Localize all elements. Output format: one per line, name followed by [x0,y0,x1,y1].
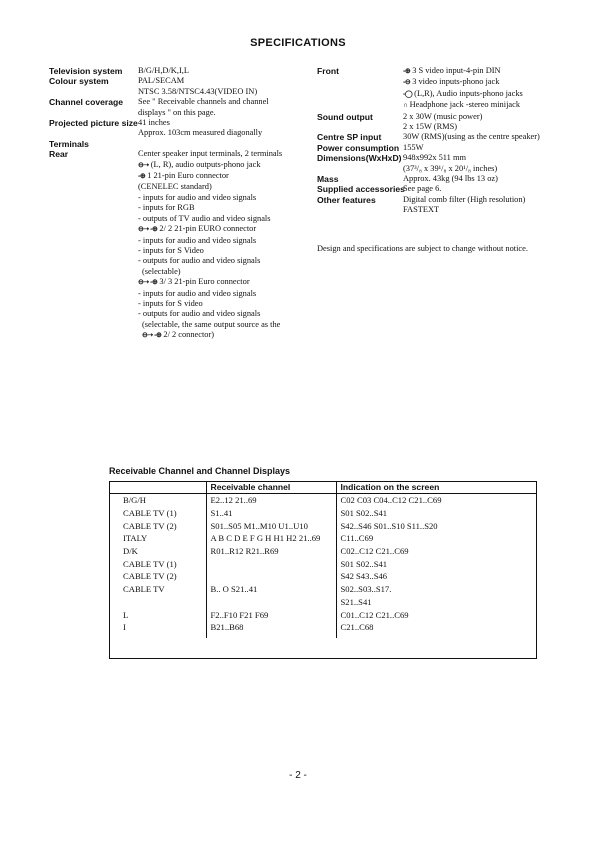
table-header-row [109,481,536,494]
spec-value: - outputs for audio and video signals [138,309,261,319]
audio-output-icon: ⊖➝ [138,161,149,169]
table-row [109,621,536,638]
table-header: Receivable channel [206,481,336,494]
table-cell: F2..F10 F21 F69 [206,608,336,621]
table-cell: C02..C12 C21..C69 [336,545,536,558]
table-cell: CABLE TV (2) [123,520,177,531]
spec-channel-coverage [49,97,299,118]
table-cell: B/G/H [123,495,146,506]
spec-value: displays " on this page. [138,107,216,117]
spec-value: - inputs for S Video [138,245,204,255]
audio-input-icon: -◯ [403,90,413,98]
spec-label: Colour system [49,76,109,87]
table-cell: C01..C12 C21..C69 [336,608,536,621]
page-number: - 2 - [289,770,307,781]
spec-value: (37³/₈ x 39¹/₈ x 20¹/₈ inches) [403,163,498,173]
spec-front [317,66,567,112]
spec-value: Center speaker input terminals, 2 terminals [138,149,283,159]
video-input-icon: -⊖ [403,79,411,87]
table-row [109,532,536,545]
table-cell: S02..S03..S17. [336,583,536,596]
table-row [109,570,536,583]
table-cell: A B C D E F G H H1 H2 21..69 [206,532,336,545]
table-cell [109,596,206,609]
spec-value: 3/ 3 21-pin Euro connector [159,277,250,287]
euro-connector-icon: -⊕ [138,173,146,181]
table-row [109,608,536,621]
spec-terminals [49,139,299,149]
s-video-icon: -⊕ [403,68,411,75]
spec-value: (L,R), Audio inputs-phono jacks [414,88,523,98]
table-header: Indication on the screen [336,481,536,494]
spec-value: Approx. 43kg (94 lbs 13 oz) [403,174,498,184]
spec-value: - inputs for audio and video signals [138,288,257,298]
spec-value: 2/ 2 21-pin EURO connector [159,224,257,234]
spec-supplied-accessories [317,184,567,194]
page-title: SPECIFICATIONS [250,37,346,49]
spec-label: Television system [49,66,123,76]
table-row [109,557,536,570]
table-title: Receivable Channel and Channel Displays [109,466,291,476]
table-cell: C11..C69 [336,532,536,545]
spec-value: 2 x 30W (music power) [403,111,483,121]
table-cell: B.. O S21..41 [206,583,336,596]
spec-value: (CENELEC standard) [138,182,212,192]
table-cell: E2..12 21..69 [206,494,336,507]
spec-label: Front [317,66,339,76]
spec-value: Digital comb filter (High resolution) [403,194,526,204]
spec-label: Other features [317,194,376,205]
spec-value: 2/ 2 connector) [163,330,215,340]
table-cell [206,570,336,583]
spec-value: 948x992x 511 mm [403,153,466,163]
spec-label: Rear [49,149,69,160]
table-cell [206,596,336,609]
spec-value: 41 inches [138,118,170,128]
spec-value: (selectable) [142,266,181,276]
spec-value: (L, R), audio outputs-phono jack [150,159,261,169]
table-cell: C21..C68 [336,621,536,638]
spec-label: Centre SP input [317,132,382,143]
spec-value: B/G/H,D/K,I,L [138,66,189,75]
table-cell: S42..S46 S01..S10 S11..S20 [336,519,536,532]
table-cell: D/K [123,546,138,557]
spec-value: - inputs for audio and video signals [138,192,257,202]
table-cell: CABLE TV (1) [123,508,177,519]
table-cell: CABLE TV (1) [123,558,177,569]
spec-mass [317,174,567,184]
euro-connector-icon: ⊖➝ -⊕ [142,332,162,340]
table-cell: L [123,609,129,620]
table-row [109,519,536,532]
table-header [109,481,206,494]
spec-value: - inputs for audio and video signals [138,235,257,245]
spec-television-system [49,66,299,76]
spec-value: Headphone jack -stereo minijack [409,100,521,110]
spec-dimensions [317,153,567,174]
table-cell: CABLE TV (2) [123,571,177,582]
table-cell: S21..S41 [336,596,536,609]
spec-label: Dimensions(WxHxD) [317,153,402,164]
table-row [109,545,536,558]
spec-label: Projected picture size [49,118,138,129]
spec-rear [49,149,299,341]
table-cell [206,557,336,570]
table-cell: B21..B68 [206,621,336,638]
table-cell: S01 S02..S41 [336,557,536,570]
spec-other-features [317,195,567,216]
table-cell: S1..41 [206,507,336,520]
spec-value: NTSC 3.58/NTSC4.43(VIDEO IN) [138,86,258,96]
table-cell: C02 C03 C04..C12 C21..C69 [336,494,536,507]
table-cell: S42 S43..S46 [336,570,536,583]
spec-value: 2 x 15W (RMS) [403,122,458,132]
headphone-icon: ∩ [403,102,408,110]
spec-centre-sp-input [317,132,567,142]
table-cell: S01 S02..S41 [336,507,536,520]
spec-label: Channel coverage [49,97,124,108]
table-row [109,596,536,609]
euro-connector-icon: ⊖➝ -⊕ [138,226,158,234]
table-row [109,507,536,520]
spec-label: Terminals [49,138,89,149]
spec-list-right [317,66,567,216]
spec-value: 155W [403,142,424,152]
spec-label: Supplied accessories [317,184,405,195]
spec-value: - outputs of TV audio and video signals [138,213,271,223]
spec-value: 3 video inputs-phono jack [412,77,500,87]
table-cell: I [123,622,126,633]
table-cell: R01..R12 R21..R69 [206,545,336,558]
spec-value: 1 21-pin Euro connector [147,171,229,181]
spec-value: PAL/SECAM [138,76,185,86]
spec-value: - outputs for audio and video signals [138,256,261,266]
spec-value: 30W (RMS)(using as the centre speaker) [403,132,540,142]
spec-value: See " Receivable channels and channel [138,97,269,107]
channel-table [109,481,536,638]
spec-value: FASTEXT [403,205,440,215]
table-cell: S01..S05 M1..M10 U1..U10 [206,519,336,532]
euro-connector-icon: ⊖➝ -⊕ [138,279,158,287]
spec-value: - inputs for S video [138,298,203,308]
spec-label: Mass [317,174,339,185]
table-row [109,583,536,596]
spec-projected-picture-size [49,118,299,139]
spec-value: (selectable, the same output source as the [142,319,281,329]
table-cell: CABLE TV [123,584,165,595]
spec-colour-system [49,76,299,97]
spec-list-left [49,66,299,342]
spec-value: 3 S video input-4-pin DIN [412,66,501,75]
spec-value: Approx. 103cm measured diagonally [138,128,263,138]
spec-label: Power consumption [317,142,400,153]
table-cell: ITALY [123,533,148,544]
spec-value: - inputs for RGB [138,203,195,213]
spec-label: Sound output [317,111,373,122]
spec-sound-output [317,112,567,133]
table-row [109,494,536,507]
change-notice: Design and specifications are subject to change without notice. [317,244,528,253]
spec-power-consumption [317,143,567,153]
spec-value: See page 6. [403,184,442,194]
